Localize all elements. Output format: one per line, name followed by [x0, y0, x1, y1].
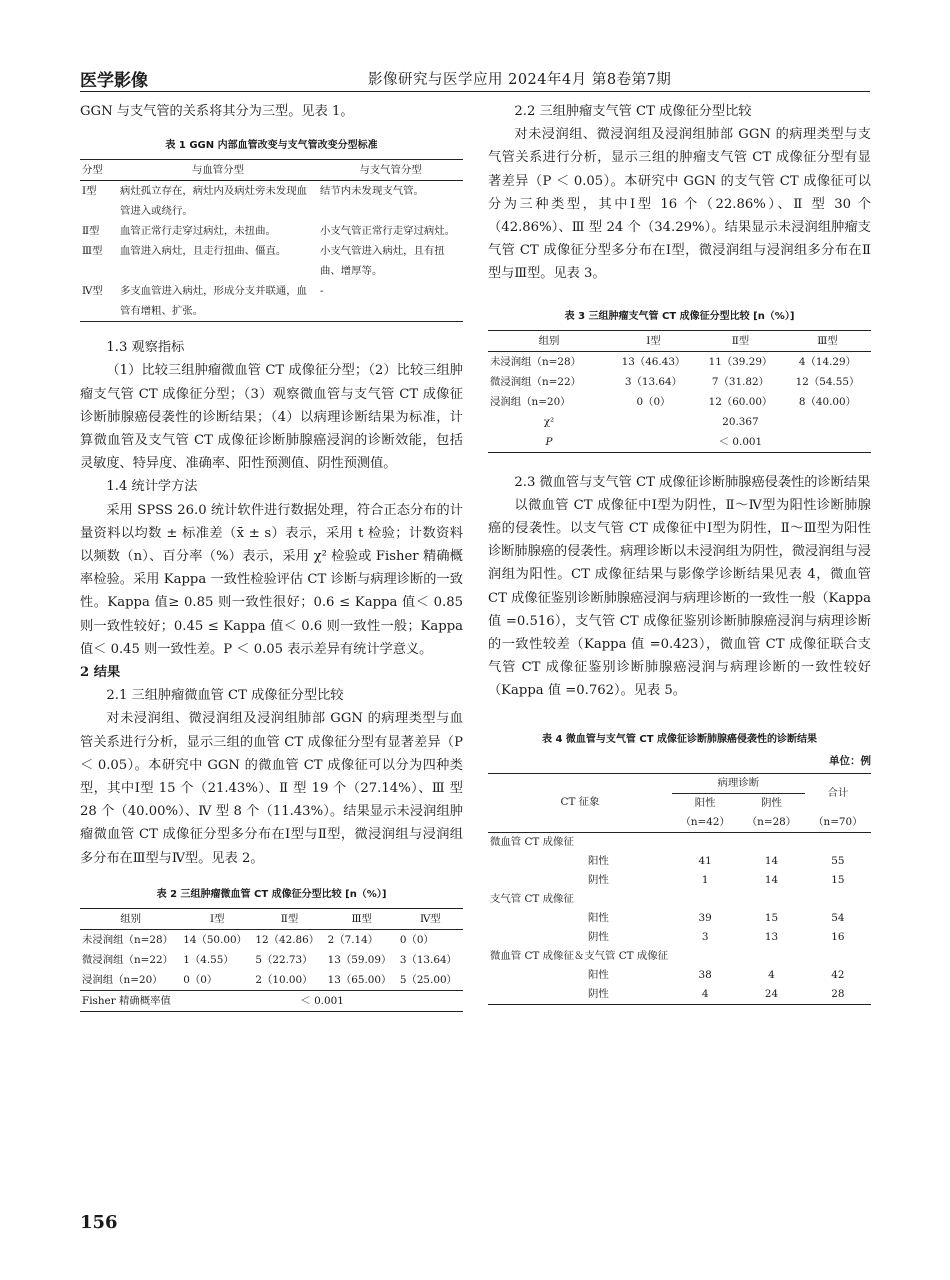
section-1-4-title: 1.4 统计学方法	[106, 479, 198, 495]
right-column	[488, 100, 871, 1005]
table1-header: 与血管分型	[192, 164, 244, 177]
section-2-2-title: 2.2 三组肿瘤支气管 CT 成像征分型比较	[514, 104, 752, 119]
table4-header-path: 病理诊断	[672, 773, 805, 793]
table-row: 阴性 3 13 16	[588, 930, 845, 943]
table3	[488, 330, 871, 453]
table4-caption: 表 4 微血管与支气管 CT 成像征诊断肺腺癌侵袭性的诊断结果	[541, 733, 818, 745]
section-2-title: 2 结果	[80, 665, 121, 681]
table2-header: Ⅲ型	[351, 912, 372, 925]
table-row: 阳性 38 4 42	[588, 968, 845, 981]
table-row: Fisher 精确概率值 ＜ 0.001	[80, 990, 463, 1011]
section-2-1-text: 对未浸润组、微浸润组及浸润组肺部 GGN 的病理类型与血管关系进行分析，显示三组的血管 CT 成像征分型有显著差异（P ＜ 0.05）。本研究中 GGN 的微血管 CT 成像征可以分为四种类型，其中Ⅰ型 15 个（21.43%）、Ⅱ 型 19 个（27.14%）、Ⅲ 型 28 个（40.00%）、Ⅳ 型 8 个（11.43%）。结果显示未浸润组肿瘤微血管 CT 成像征分型多分布在Ⅰ型与Ⅱ型，微浸润组与浸润组多分布在Ⅲ型与Ⅳ型。见表 2。	[80, 711, 463, 866]
table-row: χ² 20.367	[543, 415, 759, 428]
table-row: Ⅰ型 病灶孤立存在，病灶内及病灶旁未发现血管进入或绕行。 结节内未发现支气管。	[82, 185, 424, 218]
table3-header: 组别	[538, 334, 560, 347]
section-1-3-text: （1）比较三组肿瘤微血管 CT 成像征分型；（2）比较三组肿瘤支气管 CT 成像征分型；（3）观察微血管与支气管 CT 成像征诊断肺腺癌侵袭性的诊断结果；（4）以病理诊断结果为标准，计算微血管及支气管 CT 成像征诊断肺腺癌浸润的诊断效能，包括灵敏度、特异度、准确率、阳性预测值、阴性预测值。	[80, 363, 463, 472]
section-2-3-text: 以微血管 CT 成像征中Ⅰ型为阴性，Ⅱ～Ⅳ型为阳性诊断肺腺癌的侵袭性。以支气管 CT 成像征中Ⅰ型为阴性，Ⅱ～Ⅲ型为阳性诊断肺腺癌的侵袭性。病理诊断以未浸润组为阴性，微浸润组与浸润组为阳性。CT 成像征结果与影像学诊断结果见表 4，微血管 CT 成像征鉴别诊断肺腺癌浸润与病理诊断的一致性一般（Kappa 值 =0.516），支气管 CT 成像征鉴别诊断肺腺癌浸润与病理诊断的一致性较差（Kappa 值 =0.423），微血管 CT 成像征联合支气管 CT 成像征鉴别诊断肺腺癌浸润与病理诊断的一致性较好（Kappa 值 =0.762）。见表 5。	[488, 497, 871, 699]
journal-name: 医学影像	[80, 71, 148, 91]
issue-info: 影像研究与医学应用 2024年4月 第8卷第7期	[368, 72, 672, 88]
intro-text: GGN 与支气管的关系将其分为三型。见表 1。	[80, 104, 354, 119]
table-row: 阴性 4 24 28	[588, 987, 845, 1000]
table2-header: Ⅳ型	[420, 912, 441, 925]
table-row: 微浸润组（n=22） 1（4.55） 5（22.73） 13（59.09） 3（13.64）	[82, 953, 457, 966]
table-group-row: 微血管 CT 成像征＆支气管 CT 成像征	[490, 949, 669, 962]
table1	[80, 159, 463, 322]
table1-header: 与支气管分型	[359, 164, 422, 177]
table-row: 浸润组（n=20） 0（0） 12（60.00） 8（40.00）	[490, 395, 857, 408]
header-rule	[80, 91, 870, 92]
table4-header-neg: 阴性	[761, 796, 782, 809]
table-row: 阳性 41 14 55	[588, 854, 845, 867]
section-2-3-title: 2.3 微血管与支气管 CT 成像征诊断肺腺癌侵袭性的诊断结果	[514, 474, 871, 490]
table2-caption: 表 2 三组肿瘤微血管 CT 成像征分型比较 [n（%）]	[156, 888, 387, 900]
running-header	[80, 66, 870, 92]
table-group-row: 微血管 CT 成像征	[490, 835, 574, 848]
table4-header-total: 合计	[827, 786, 849, 799]
table3-header: Ⅱ型	[731, 334, 750, 347]
table-row: 阳性 39 15 54	[588, 911, 845, 924]
table1-caption: 表 1 GGN 内部血管改变与支气管改变分型标准	[165, 140, 378, 152]
table1-header: 分型	[82, 164, 103, 177]
table4-header-pos: 阳性	[694, 796, 716, 809]
table-row: 未浸润组（n=28） 13（46.43） 11（39.29） 4（14.29）	[490, 355, 857, 368]
table-row: 浸润组（n=20） 0（0） 2（10.00） 13（65.00） 5（25.00）	[82, 973, 457, 986]
table4-header-sign: CT 征象	[560, 796, 600, 809]
table-row: 阴性 1 14 15	[588, 873, 845, 886]
table-row: P ＜ 0.001	[545, 435, 763, 448]
table-row: Ⅱ型 血管正常行走穿过病灶，未扭曲。 小支气管正常行走穿过病灶。	[82, 225, 456, 238]
table4: CT 征象 病理诊断 合计 阳性 阴性 （n=42） （n=28） （n=70） 微血管 CT 成像征 阳性 41 14 55 阴性 1 14 15 支气管 CT 成像征 阳性 39 15 54 阴性 3 13 16 微血管 CT 成像征＆支气管 CT 成像征 阳性 38 4 42 阴性 4 24 28	[488, 773, 871, 1005]
section-2-1-title: 2.1 三组肿瘤微血管 CT 成像征分型比较	[106, 688, 344, 704]
table-row: Ⅲ型 血管进入病灶，且走行扭曲、僵直。 小支气管进入病灶，且有扭曲、增厚等。	[82, 245, 445, 278]
table2-header: Ⅱ型	[280, 912, 299, 925]
left-column	[80, 100, 463, 1012]
table3-header: Ⅲ型	[817, 334, 838, 347]
section-1-3-title: 1.3 观察指标	[106, 340, 185, 356]
table2	[80, 908, 463, 1012]
section-1-4-text: 采用 SPSS 26.0 统计软件进行数据处理，符合正态分布的计量资料以均数 ± 标准差（x̄ ± s）表示，采用 t 检验；计数资料以频数（n）、百分率（%）表示，采用 χ² 检验或 Fisher 精确概率检验。采用 Kappa 一致性检验评估 CT 诊断与病理诊断的一致性。Kappa 值≥ 0.85 则一致性很好；0.6 ≤ Kappa 值＜ 0.85 则一致性较好；0.45 ≤ Kappa 值＜ 0.6 则一致性一般；Kappa 值＜ 0.45 则一致性差。P ＜ 0.05 表示差异有统计学意义。	[80, 502, 463, 657]
table4-unit: 单位：例	[829, 754, 871, 767]
table-row: Ⅳ型 多支血管进入病灶，形成分支并联通，血管有增粗、扩张。 -	[82, 285, 324, 318]
table-row: 微浸润组（n=22） 3（13.64） 7（31.82） 12（54.55）	[490, 375, 860, 388]
table-row: 未浸润组（n=28） 14（50.00） 12（42.86） 2（7.14） 0（0）	[82, 933, 434, 946]
page-number: 156	[80, 1212, 118, 1233]
table2-header: Ⅰ型	[210, 912, 225, 925]
table3-header: Ⅰ型	[646, 334, 661, 347]
table3-caption: 表 3 三组肿瘤支气管 CT 成像征分型比较 [n（%）]	[564, 310, 795, 322]
table-group-row: 支气管 CT 成像征	[490, 892, 574, 905]
section-2-2-text: 对未浸润组、微浸润组及浸润组肺部 GGN 的病理类型与支气管关系进行分析，显示三组的肿瘤支气管 CT 成像征分型有显著差异（P ＜ 0.05）。本研究中 GGN 的支气管 CT 成像征可以分为三种类型，其中Ⅰ型 16 个（22.86%）、Ⅱ 型 30 个（42.86%）、Ⅲ 型 24 个（34.29%）。结果显示未浸润组肿瘤支气管 CT 成像征分型多分布在Ⅰ型，微浸润组与浸润组多分布在Ⅱ型与Ⅲ型。见表 3。	[488, 127, 871, 282]
table2-header: 组别	[120, 912, 141, 925]
